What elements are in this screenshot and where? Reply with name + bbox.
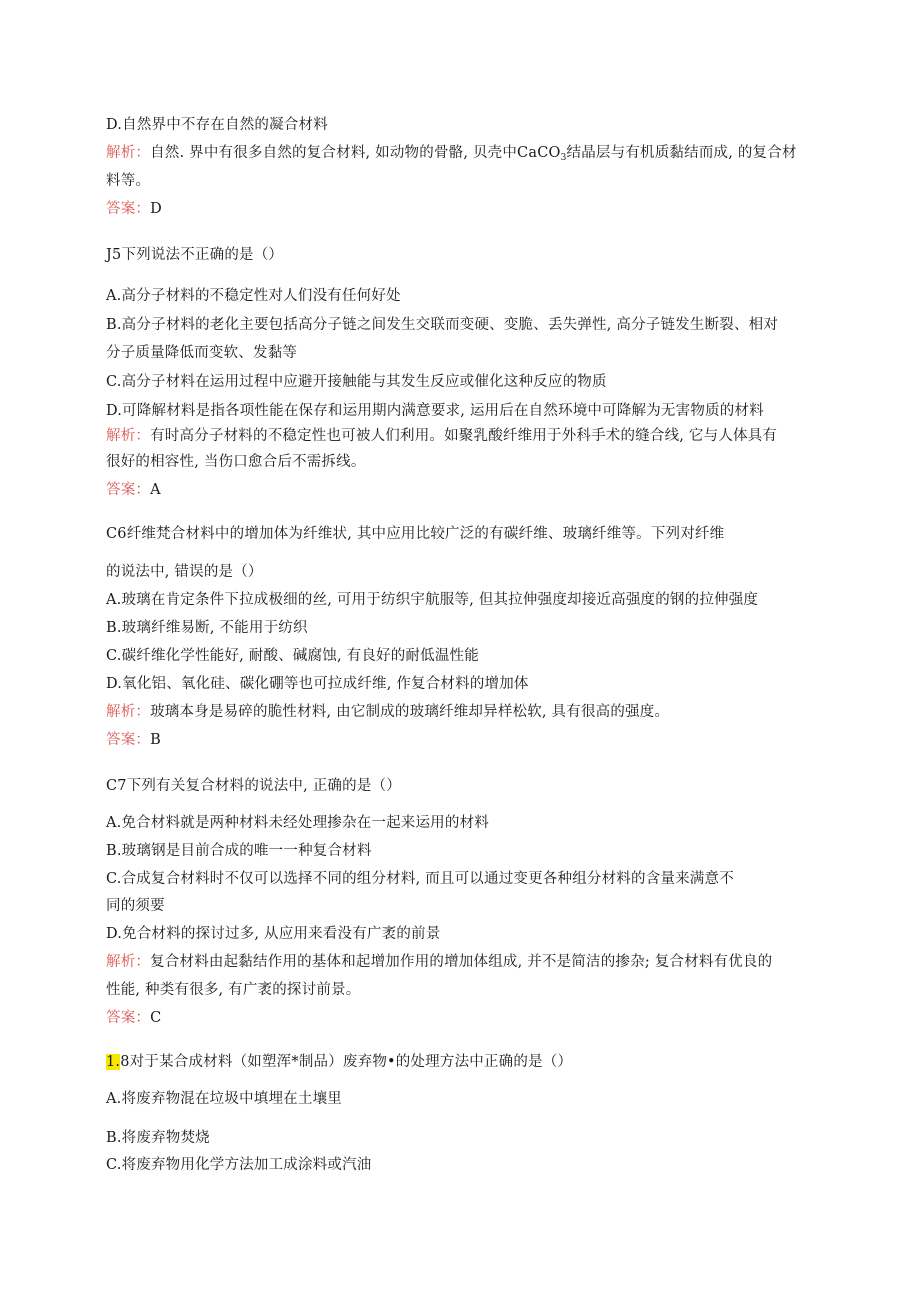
q7-option-c-line2: 同的须要 xyxy=(106,898,165,914)
q6-answer-value: B xyxy=(150,732,161,748)
q7-answer-label: 答案： xyxy=(106,1010,151,1026)
q5-option-b-line2: 分子质量降低而变软、发黏等 xyxy=(106,345,298,361)
q5-explanation-label: 解析： xyxy=(106,428,151,444)
q7-explanation-label: 解析： xyxy=(106,954,151,970)
q6-stem-line2: 的说法中, 错误的是（） xyxy=(106,564,263,580)
q5-option-c: C.高分子材料在运用过程中应避开接触能与其发生反应或催化这种反应的物质 xyxy=(106,374,607,390)
q5-answer xyxy=(106,480,161,500)
q8-stem-text: 8对于某合成材料（如塑浑*制品）废弃物•的处理方法中正确的是（） xyxy=(120,1054,573,1070)
q4-explanation-text-b: 结晶层与有机质黏结而成, 的复合材 xyxy=(566,145,797,161)
q5-option-a: A.高分子材料的不稳定性对人们没有任何好处 xyxy=(106,288,401,304)
q6-explanation-line1 xyxy=(106,702,669,722)
q7-option-b: B.玻璃钢是目前合成的唯一一种复合材料 xyxy=(106,843,372,859)
q8-option-c: C.将废弃物用化学方法加工成涂料或汽油 xyxy=(106,1157,372,1173)
q4-option-d: D.自然界中不存在自然的凝合材料 xyxy=(106,117,328,133)
q4-answer-value: D xyxy=(150,201,162,217)
q5-answer-value: A xyxy=(150,482,161,498)
q4-explanation-text-a: 自然. 界中有很多自然的复合材料, 如动物的骨骼, 贝壳中CaCO xyxy=(150,145,561,161)
q4-answer-label: 答案： xyxy=(106,201,151,217)
q5-explanation-line2: 很好的相容性, 当伤口愈合后不需拆线。 xyxy=(106,454,366,470)
q6-option-a: A.玻璃在肯定条件下拉成极细的丝, 可用于纺织宇航服等, 但其拉伸强度却接近高强度的钢的拉伸强度 xyxy=(106,592,759,608)
q5-option-b-line1: B.高分子材料的老化主要包括高分子链之间发生交联而变硬、变脆、丢失弹性, 高分子链发生断裂、相对 xyxy=(106,317,779,333)
q5-stem: J5下列说法不正确的是（） xyxy=(106,247,284,263)
q5-answer-label: 答案： xyxy=(106,482,151,498)
q7-option-a: A.免合材料就是两种材料未经处理掺杂在一起来运用的材料 xyxy=(106,815,489,831)
q7-option-c-line1: C.合成复合材料时不仅可以选择不同的组分材料, 而且可以通过变更各种组分材料的含量来满意不 xyxy=(106,871,734,887)
q7-explanation-text: 复合材料由起黏结作用的基体和起增加作用的增加体组成, 并不是简洁的掺杂; 复合材料有优良的 xyxy=(150,954,773,970)
q7-option-d: D.免合材料的探讨过多, 从应用来看没有广袤的前景 xyxy=(106,926,441,942)
q4-answer xyxy=(106,199,162,219)
q5-explanation-line1 xyxy=(106,426,777,446)
q4-explanation-line1 xyxy=(106,143,797,163)
q5-option-d: D.可降解材料是指各项性能在保存和运用期内满意要求, 运用后在自然环境中可降解为无害物质的材料 xyxy=(106,403,764,419)
q5-explanation-text: 有时高分子材料的不稳定性也可被人们利用。如聚乳酸纤维用于外科手术的缝合线, 它与人体具有 xyxy=(150,428,778,444)
q4-explanation-subscript: 3 xyxy=(560,153,567,163)
q6-explanation-label: 解析： xyxy=(106,704,151,720)
q6-explanation-text: 玻璃本身是易碎的脆性材料, 由它制成的玻璃纤维却异样松软, 具有很高的强度。 xyxy=(150,704,670,720)
q8-stem-highlight: 1. xyxy=(106,1054,121,1070)
q6-answer-label: 答案： xyxy=(106,732,151,748)
q7-stem: C7下列有关复合材料的说法中, 正确的是（） xyxy=(106,778,401,794)
q7-answer xyxy=(106,1008,161,1028)
q6-option-d: D.氧化铝、氧化硅、碳化硼等也可拉成纤维, 作复合材料的增加体 xyxy=(106,676,529,692)
q8-stem xyxy=(106,1052,572,1072)
q4-explanation-line2: 料等。 xyxy=(106,173,151,189)
q8-option-a: A.将废弃物混在垃圾中填埋在土壤里 xyxy=(106,1091,342,1107)
q8-option-b: B.将废弃物焚烧 xyxy=(106,1130,210,1146)
q7-explanation-line1 xyxy=(106,952,772,972)
q7-explanation-line2: 性能, 种类有很多, 有广袤的探讨前景。 xyxy=(106,982,361,998)
q4-explanation-label: 解析： xyxy=(106,145,151,161)
q6-stem-line1: C6纤维梵合材料中的增加体为纤维状, 其中应用比较广泛的有碳纤维、玻璃纤维等。下列对纤维 xyxy=(106,526,725,542)
q6-answer xyxy=(106,730,161,750)
q6-option-b: B.玻璃纤维易断, 不能用于纺织 xyxy=(106,620,308,636)
q6-option-c: C.碳纤维化学性能好, 耐酸、碱腐蚀, 有良好的耐低温性能 xyxy=(106,648,479,664)
q7-answer-value: C xyxy=(150,1010,162,1026)
